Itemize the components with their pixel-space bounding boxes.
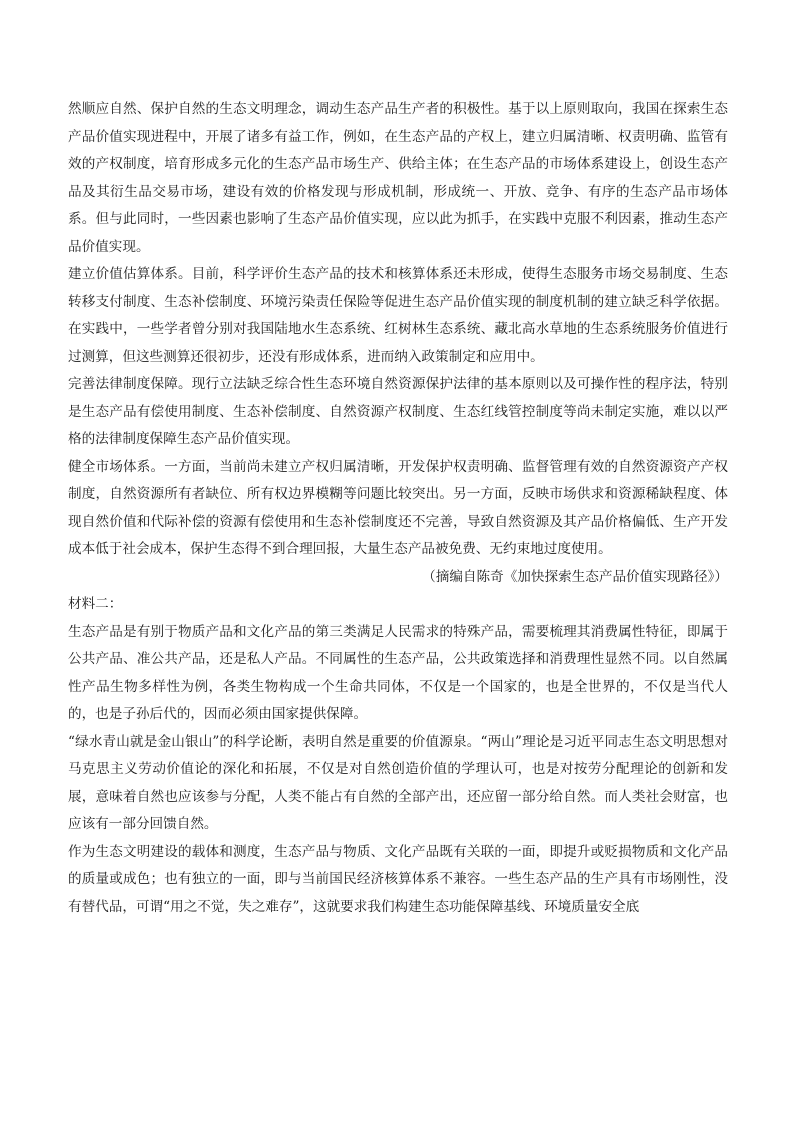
paragraph: 作为生态文明建设的载体和测度，生态产品与物质、文化产品既有关联的一面，即提升或贬损物质和文化产品的质量或成色；也有独立的一面，即与当前国民经济核算体系不兼容。一些生态产品的生产具有市场刚性，没有替代品，可谓“用之不觉，失之难存”，这就要求我们构建生态功能保障基线、环境质量安全底 [68, 843, 728, 915]
paragraph: 然顺应自然、保护自然的生态文明理念，调动生态产品生产者的积极性。基于以上原则取向，我国在探索生态产品价值实现进程中，开展了诸多有益工作，例如，在生态产品的产权上，建立归属清晰、权责明确、监管有效的产权制度，培育形成多元化的生态产品市场生产、供给主体；在生态产品的市场体系建设上，创设生态产品及其衍生品交易市场，建设有效的价格发现与形成机制，形成统一、开放、竞争、有序的生态产品市场体系。但与此同时，一些因素也影响了生态产品价值实现，应以此为抓手，在实践中克服不利因素，推动生态产品价值实现。 [68, 101, 728, 255]
source-citation: （摘编自陈奇《加快探索生态产品价值实现路径》） [422, 568, 728, 585]
section-heading: 材料二： [68, 596, 123, 612]
paragraph: 健全市场体系。一方面，当前尚未建立产权归属清晰，开发保护权责明确、监督管理有效的自然资源资产产权制度，自然资源所有者缺位、所有权边界模糊等问题比较突出。另一方面，反映市场供求和资源稀缺程度、体现自然价值和代际补偿的资源有偿使用和生态补偿制度还不完善，导致自然资源及其产品价格偏低、生产开发成本低于社会成本，保护生态得不到合理回报，大量生态产品被免费、无约束地过度使用。 [68, 458, 728, 557]
paragraph: 生态产品是有别于物质产品和文化产品的第三类满足人民需求的特殊产品，需要梳理其消费属性特征，即属于公共产品、准公共产品，还是私人产品。不同属性的生态产品，公共政策选择和消费理性显然不同。以自然属性产品生物多样性为例，各类生物构成一个生命共同体，不仅是一个国家的，也是全世界的，不仅是当代人的，也是子孙后代的，因而必须由国家提供保障。 [68, 623, 728, 722]
paragraph: 完善法律制度保障。现行立法缺乏综合性生态环境自然资源保护法律的基本原则以及可操作性的程序法，特别是生态产品有偿使用制度、生态补偿制度、自然资源产权制度、生态红线管控制度等尚未制定实施，难以以严格的法律制度保障生态产品价值实现。 [68, 376, 728, 447]
document-page [68, 96, 728, 921]
paragraph: 建立价值估算体系。目前，科学评价生态产品的技术和核算体系还未形成，使得生态服务市场交易制度、生态转移支付制度、生态补偿制度、环境污染责任保险等促进生态产品价值实现的制度机制的建立缺乏科学依据。在实践中，一些学者曾分别对我国陆地水生态系统、红树林生态系统、藏北高水草地的生态系统服务价值进行过测算，但这些测算还很初步，还没有形成体系，进而纳入政策制定和应用中。 [68, 266, 728, 365]
paragraph: “绿水青山就是金山银山”的科学论断，表明自然是重要的价值源泉。“两山”理论是习近平同志生态文明思想对马克思主义劳动价值论的深化和拓展，不仅是对自然创造价值的学理认可，也是对按劳分配理论的创新和发展，意味着自然也应该参与分配，人类不能占有自然的全部产出，还应留一部分给自然。而人类社会财富，也应该有一部分回馈自然。 [68, 733, 728, 832]
